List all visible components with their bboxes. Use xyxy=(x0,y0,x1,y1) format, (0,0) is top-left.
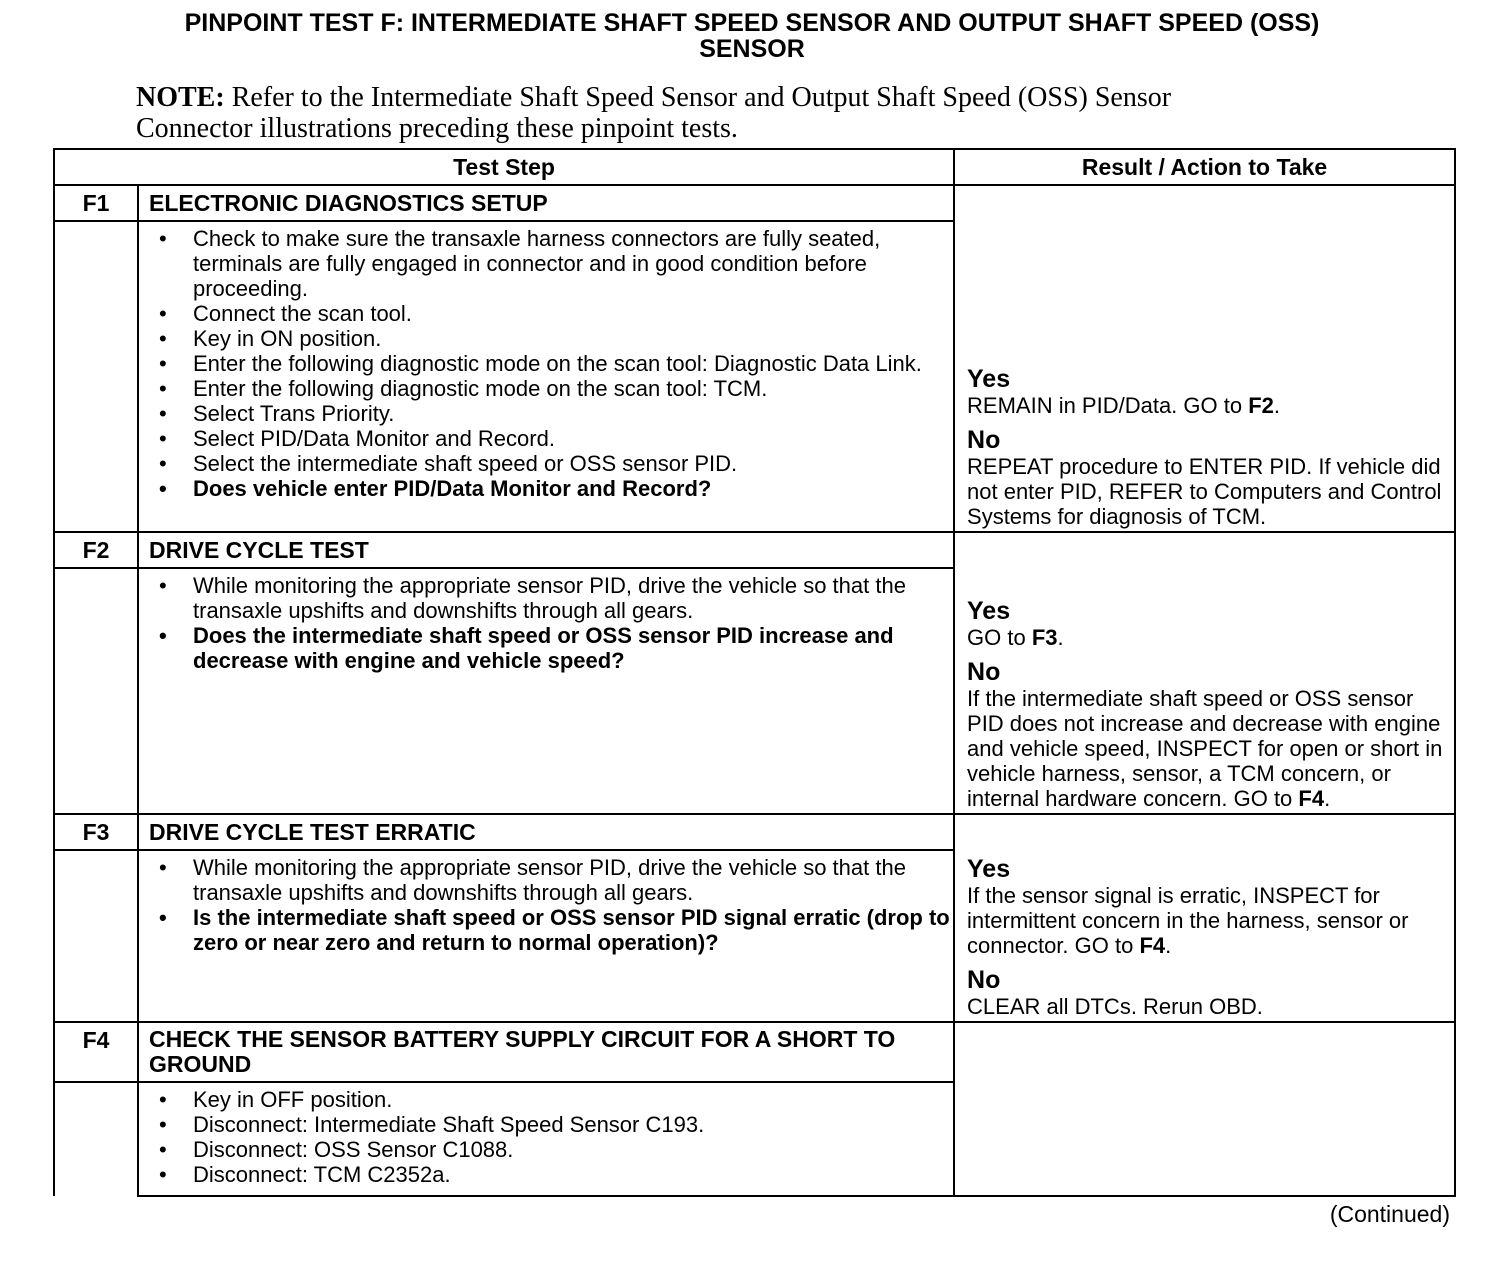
no-text: If the intermediate shaft speed or OSS sensor PID does not increase and decrease with engine and vehicle speed, INSPECT for open or short in vehicle harness, sensor, a TCM concern, or internal hardware concern. GO to xyxy=(967,686,1443,811)
list-item: • Select PID/Data Monitor and Record. xyxy=(159,426,555,451)
step-f3-body xyxy=(138,850,954,1022)
list-item: • Key in ON position. xyxy=(159,326,382,351)
step-id: F2 xyxy=(54,532,138,568)
list-item: • Select Trans Priority. xyxy=(159,401,395,426)
step-f1-body xyxy=(138,221,954,532)
step-f1-result: Yes REMAIN in PID/Data. GO to F2. No REPEAT procedure to ENTER PID. If vehicle did not enter PID, REFER to Computers and Control Systems for diagnosis of TCM. xyxy=(954,185,1455,532)
step-question: • Is the intermediate shaft speed or OSS sensor PID signal erratic (drop to zero or near zero and return to normal operation)? xyxy=(159,905,950,955)
yes-goto: F2 xyxy=(1248,393,1274,418)
yes-goto: F4 xyxy=(1139,933,1166,958)
list-item: • Enter the following diagnostic mode on the scan tool: Diagnostic Data Link. xyxy=(159,351,922,376)
step-id: F4 xyxy=(54,1022,138,1082)
step-f3-title-row xyxy=(54,814,1455,850)
list-item: • Enter the following diagnostic mode on the scan tool: TCM. xyxy=(159,376,768,401)
step-f4-body xyxy=(138,1082,954,1196)
step-title: CHECK THE SENSOR BATTERY SUPPLY CIRCUIT FOR A SHORT TO GROUND xyxy=(138,1022,954,1082)
step-question: • Does the intermediate shaft speed or OSS sensor PID increase and decrease with engine and vehicle speed? xyxy=(159,623,894,673)
list-item: • Disconnect: OSS Sensor C1088. xyxy=(159,1137,514,1162)
list-item: • Connect the scan tool. xyxy=(159,301,412,326)
step-f4-result xyxy=(954,1022,1455,1196)
no-text: CLEAR all DTCs. Rerun OBD. xyxy=(967,994,1263,1019)
step-title: DRIVE CYCLE TEST xyxy=(138,532,954,568)
yes-text: REMAIN in PID/Data. GO to xyxy=(967,393,1243,418)
step-f3-bullets xyxy=(139,855,953,955)
page-title-line1: PINPOINT TEST F: INTERMEDIATE SHAFT SPEED SENSOR AND OUTPUT SHAFT SPEED (OSS) xyxy=(184,9,1320,37)
list-item: • Disconnect: TCM C2352a. xyxy=(159,1162,451,1187)
step-f2-title-row xyxy=(54,532,1455,568)
no-label: No xyxy=(967,966,1001,994)
no-label: No xyxy=(967,658,1001,686)
step-title: DRIVE CYCLE TEST ERRATIC xyxy=(138,814,954,850)
yes-text: If the sensor signal is erratic, INSPECT for intermittent concern in the harness, sensor or connector. GO to xyxy=(967,883,1409,958)
header-result: Result / Action to Take xyxy=(954,149,1455,185)
list-item: • Select the intermediate shaft speed or OSS sensor PID. xyxy=(159,451,738,476)
page-title-line2: SENSOR xyxy=(699,35,805,63)
step-f1-title-row xyxy=(54,185,1455,221)
no-goto: F4 xyxy=(1298,786,1325,811)
note-label: NOTE: xyxy=(136,82,225,113)
yes-text: GO to xyxy=(967,625,1026,650)
continued-label: (Continued) xyxy=(1329,1201,1450,1227)
pinpoint-test-table xyxy=(53,148,1456,1197)
list-item: • While monitoring the appropriate sensor PID, drive the vehicle so that the transaxle upshifts and downshifts through all gears. xyxy=(159,573,906,623)
step-question: • Does vehicle enter PID/Data Monitor and Record? xyxy=(159,476,712,501)
yes-label: Yes xyxy=(967,597,1011,625)
table-header-row xyxy=(54,149,1455,185)
note xyxy=(136,82,1356,144)
step-f3-result: Yes If the sensor signal is erratic, INSPECT for intermittent concern in the harness, sensor or connector. GO to F4. No CLEAR all DTCs. Rerun OBD. xyxy=(954,814,1455,1022)
list-item: • While monitoring the appropriate sensor PID, drive the vehicle so that the transaxle upshifts and downshifts through all gears. xyxy=(159,855,906,905)
page-title xyxy=(0,10,1504,62)
no-label: No xyxy=(967,426,1001,454)
no-text: REPEAT procedure to ENTER PID. If vehicle did not enter PID, REFER to Computers and Control Systems for diagnosis of TCM. xyxy=(967,454,1442,529)
list-item: • Disconnect: Intermediate Shaft Speed Sensor C193. xyxy=(159,1112,705,1137)
step-f4-title-row xyxy=(54,1022,1455,1082)
step-f2-body xyxy=(138,568,954,814)
yes-label: Yes xyxy=(967,365,1011,393)
step-f2-result: Yes GO to F3. No If the intermediate shaft speed or OSS sensor PID does not increase and decrease with engine and vehicle speed, INSPECT for open or short in vehicle harness, sensor, a TCM concern, or internal hardware concern. GO to F4. xyxy=(954,532,1455,814)
list-item: • Check to make sure the transaxle harness connectors are fully seated, terminals are fully engaged in connector and in good condition before proceeding. xyxy=(159,226,881,301)
step-id: F1 xyxy=(54,185,138,221)
note-line1: Refer to the Intermediate Shaft Speed Sensor and Output Shaft Speed (OSS) Sensor xyxy=(231,82,1172,113)
step-f1-bullets xyxy=(139,226,953,501)
step-id: F3 xyxy=(54,814,138,850)
step-f2-bullets xyxy=(139,573,953,673)
step-title: ELECTRONIC DIAGNOSTICS SETUP xyxy=(138,185,954,221)
yes-label: Yes xyxy=(967,855,1011,883)
note-line2: Connector illustrations preceding these pinpoint tests. xyxy=(136,113,738,144)
step-f4-bullets xyxy=(139,1087,953,1187)
header-test-step: Test Step xyxy=(54,149,954,185)
list-item: • Key in OFF position. xyxy=(159,1087,393,1112)
yes-goto: F3 xyxy=(1031,625,1058,650)
